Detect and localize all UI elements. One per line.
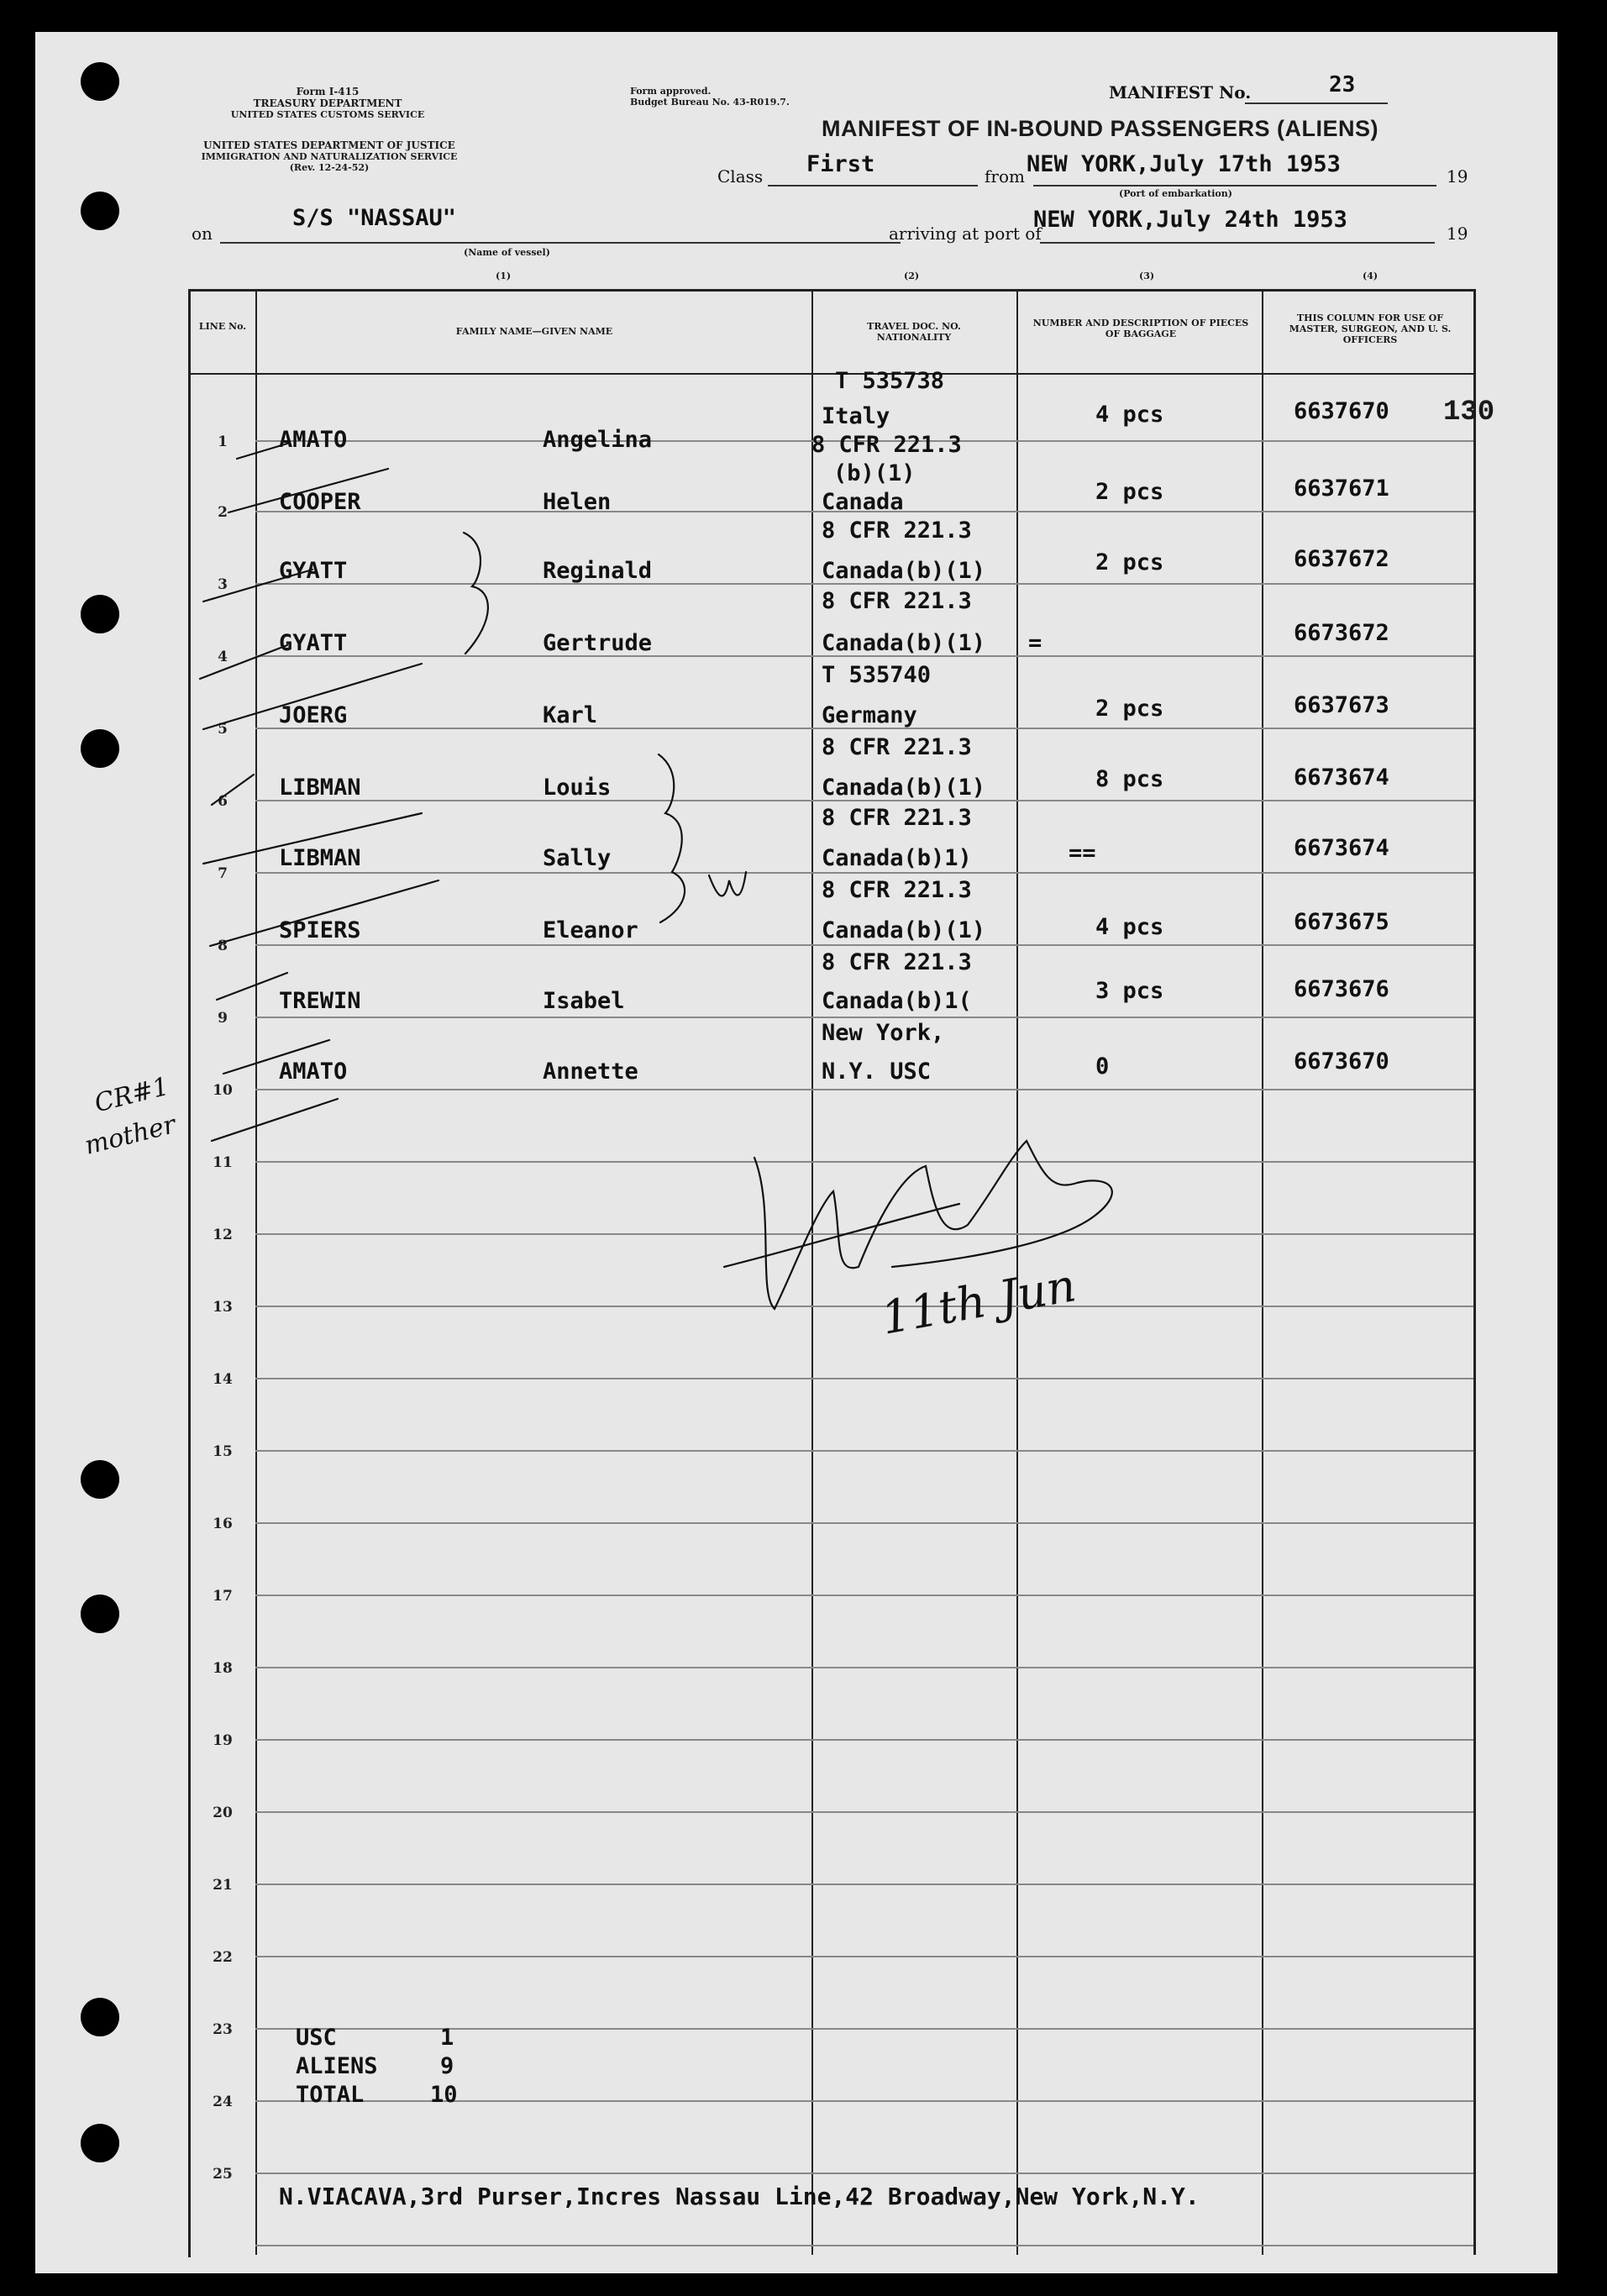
officer-number: 6673675 (1294, 909, 1389, 935)
officer-number: 6637671 (1294, 475, 1389, 502)
line-number: 22 (213, 1949, 233, 1966)
manifest-number: 23 (1329, 72, 1356, 97)
family-name: COOPER (279, 489, 361, 515)
treasury-department: TREASURY DEPARTMENT (253, 97, 402, 109)
col-header-baggage: NUMBER AND DESCRIPTION OF PIECES OF BAGGAGE (1032, 318, 1249, 339)
check-mark (228, 469, 388, 512)
officer-number: 6637672 (1294, 546, 1389, 572)
margin-note-cr: CR#1 (92, 1071, 172, 1119)
vessel-caption: (Name of vessel) (464, 247, 550, 258)
travel-doc: T 535740 (822, 662, 932, 688)
officer-number: 6673676 (1294, 976, 1389, 1002)
line-number: 8 (218, 938, 228, 954)
customs-service: UNITED STATES CUSTOMS SERVICE (230, 109, 425, 120)
nationality: Canada(b)(1) (822, 917, 986, 943)
line-number: 24 (213, 2094, 233, 2110)
given-name: Gertrude (543, 630, 653, 656)
officer-number: 6637673 (1294, 692, 1389, 718)
travel-doc: 8 CFR 221.3 (822, 877, 972, 903)
given-name: Louis (543, 775, 612, 801)
arriving-label: arriving at port of (889, 223, 1042, 244)
travel-doc: 8 CFR 221.3 (822, 949, 972, 975)
vessel-name: S/S "NASSAU" (292, 205, 457, 231)
year-suffix: 19 (1447, 166, 1468, 187)
family-name: LIBMAN (279, 845, 361, 871)
officer-number: 6673674 (1294, 835, 1389, 861)
officer-number: 6673672 (1294, 620, 1389, 646)
line-number: 12 (213, 1227, 233, 1243)
family-name: TREWIN (279, 988, 361, 1014)
travel-doc: 8 CFR 221.3 (822, 518, 972, 544)
travel-doc: 8 CFR 221.3 (822, 805, 972, 831)
line-number: 20 (213, 1805, 233, 1821)
purser-signature-line: N.VIACAVA,3rd Purser,Incres Nassau Line,42 Broadway,New York,N.Y. (279, 2183, 1200, 2210)
col-header-travel-doc: TRAVEL DOC. NO. NATIONALITY (867, 321, 961, 343)
line-number: 9 (218, 1010, 228, 1027)
family-name: SPIERS (279, 917, 361, 943)
line-number: 16 (213, 1516, 233, 1532)
baggage: 2 pcs (1095, 696, 1164, 722)
port-of-arrival: NEW YORK,July 24th 1953 (1033, 207, 1347, 233)
class-value: First (806, 151, 875, 177)
year-suffix: 19 (1447, 223, 1468, 244)
manifest-title: MANIFEST OF IN-BOUND PASSENGERS (ALIENS) (822, 116, 1379, 141)
travel-doc: 8 CFR 221.3 (811, 432, 962, 458)
baggage: = (1028, 630, 1042, 656)
given-name: Annette (543, 1059, 638, 1085)
travel-doc: 8 CFR 221.3 (822, 588, 972, 614)
handwritten-note: 11th Jun (877, 1258, 1080, 1345)
line-number: 5 (218, 721, 228, 738)
baggage: 4 pcs (1095, 402, 1164, 428)
given-name: Helen (543, 489, 612, 515)
col-number-1: (1) (496, 271, 512, 281)
justice-department: UNITED STATES DEPARTMENT OF JUSTICE (203, 139, 455, 151)
baggage: 2 pcs (1095, 549, 1164, 575)
total-label-aliens: ALIENS (296, 2053, 378, 2079)
line-number: 10 (213, 1082, 233, 1099)
manifest-label: MANIFEST No. (1109, 82, 1252, 102)
nationality: Canada (822, 489, 904, 515)
nationality: Canada(b)(1) (822, 630, 986, 656)
form-approved: Form approved. (630, 86, 712, 97)
baggage: 4 pcs (1095, 914, 1164, 940)
given-name: Isabel (543, 988, 625, 1014)
brace-mark (464, 533, 488, 654)
line-number: 11 (213, 1154, 233, 1171)
total-label-usc: USC (296, 2025, 337, 2051)
check-mark (212, 775, 254, 805)
baggage: 2 pcs (1095, 479, 1164, 505)
family-name: AMATO (279, 1059, 348, 1085)
baggage: 3 pcs (1095, 978, 1164, 1004)
family-name: GYATT (279, 630, 348, 656)
line-number: 25 (213, 2166, 233, 2183)
officer-number: 6637670 (1294, 398, 1389, 424)
officer-number: 6673670 (1294, 1048, 1389, 1074)
manifest-page (35, 32, 1557, 2273)
given-name: Sally (543, 845, 612, 871)
line-number: 13 (213, 1299, 233, 1316)
family-name: GYATT (279, 558, 348, 584)
line-number: 14 (213, 1371, 233, 1388)
family-name: AMATO (279, 427, 348, 453)
line-number: 23 (213, 2021, 233, 2038)
ins-service: IMMIGRATION AND NATURALIZATION SERVICE (201, 151, 458, 162)
family-name: LIBMAN (279, 775, 361, 801)
nationality: Canada(b)1) (822, 845, 972, 871)
given-name: Angelina (543, 427, 653, 453)
line-number: 17 (213, 1588, 233, 1605)
port-caption: (Port of embarkation) (1119, 188, 1232, 199)
margin-note-mother: mother (81, 1110, 179, 1161)
col-number-3: (3) (1139, 271, 1155, 281)
on-label: on (192, 223, 213, 244)
check-mark (212, 1099, 338, 1141)
nationality: Canada(b)(1) (822, 775, 986, 801)
total-value-total: 10 (430, 2082, 458, 2108)
total-value-aliens: 9 (440, 2053, 454, 2079)
check-mark (237, 444, 287, 459)
budget-bureau: Budget Bureau No. 43-R019.7. (630, 97, 790, 108)
col-number-2: (2) (904, 271, 920, 281)
signature-stroke (754, 1141, 1112, 1309)
nationality: Germany (822, 702, 917, 728)
check-mark (203, 813, 422, 864)
line-number: 1 (218, 433, 228, 450)
travel-doc: (b)(1) (833, 460, 916, 486)
line-number: 21 (213, 1877, 233, 1894)
line-number: 2 (218, 504, 228, 521)
baggage: 8 pcs (1095, 766, 1164, 792)
line-number: 3 (218, 576, 228, 593)
baggage: == (1069, 840, 1096, 866)
check-mark (217, 973, 287, 1000)
col-number-4: (4) (1363, 271, 1379, 281)
officer-number: 6673674 (1294, 764, 1389, 791)
revision-date: (Rev. 12-24-52) (289, 162, 370, 173)
brace-mark (659, 754, 685, 922)
nationality: Canada(b)1( (822, 988, 972, 1014)
check-mark (709, 872, 746, 896)
total-value-usc: 1 (440, 2025, 454, 2051)
check-mark (203, 570, 312, 602)
col-header-name: FAMILY NAME—GIVEN NAME (455, 326, 613, 337)
check-mark (200, 645, 287, 679)
line-number: 19 (213, 1732, 233, 1749)
nationality: Italy (822, 403, 890, 429)
col-header-officers: THIS COLUMN FOR USE OF MASTER, SURGEON, AND U. S. OFFICERS (1289, 313, 1452, 345)
line-number: 15 (213, 1443, 233, 1460)
from-label: from (985, 166, 1025, 187)
class-label: Class (717, 166, 764, 187)
travel-doc: New York, (822, 1020, 945, 1046)
given-name: Eleanor (543, 917, 638, 943)
check-mark (210, 880, 439, 946)
line-number: 7 (218, 865, 228, 882)
family-name: JOERG (279, 702, 348, 728)
nationality: N.Y. USC (822, 1059, 932, 1085)
pen-marks (35, 32, 1557, 2273)
total-label-total: TOTAL (296, 2082, 365, 2108)
line-number: 4 (218, 649, 228, 665)
line-number: 18 (213, 1660, 233, 1677)
check-mark (223, 1040, 329, 1074)
given-name: Reginald (543, 558, 653, 584)
baggage: 0 (1095, 1053, 1110, 1080)
travel-doc: 8 CFR 221.3 (822, 734, 972, 760)
line-number: 6 (218, 793, 228, 810)
side-number: 130 (1443, 397, 1495, 428)
top-doc-note: T 535738 (835, 368, 945, 394)
nationality: Canada(b)(1) (822, 558, 986, 584)
port-of-embarkation: NEW YORK,July 17th 1953 (1027, 151, 1341, 177)
given-name: Karl (543, 702, 598, 728)
form-number: Form I-415 (296, 86, 360, 97)
check-mark (203, 664, 422, 729)
col-header-line-no: LINE No. (198, 321, 247, 332)
